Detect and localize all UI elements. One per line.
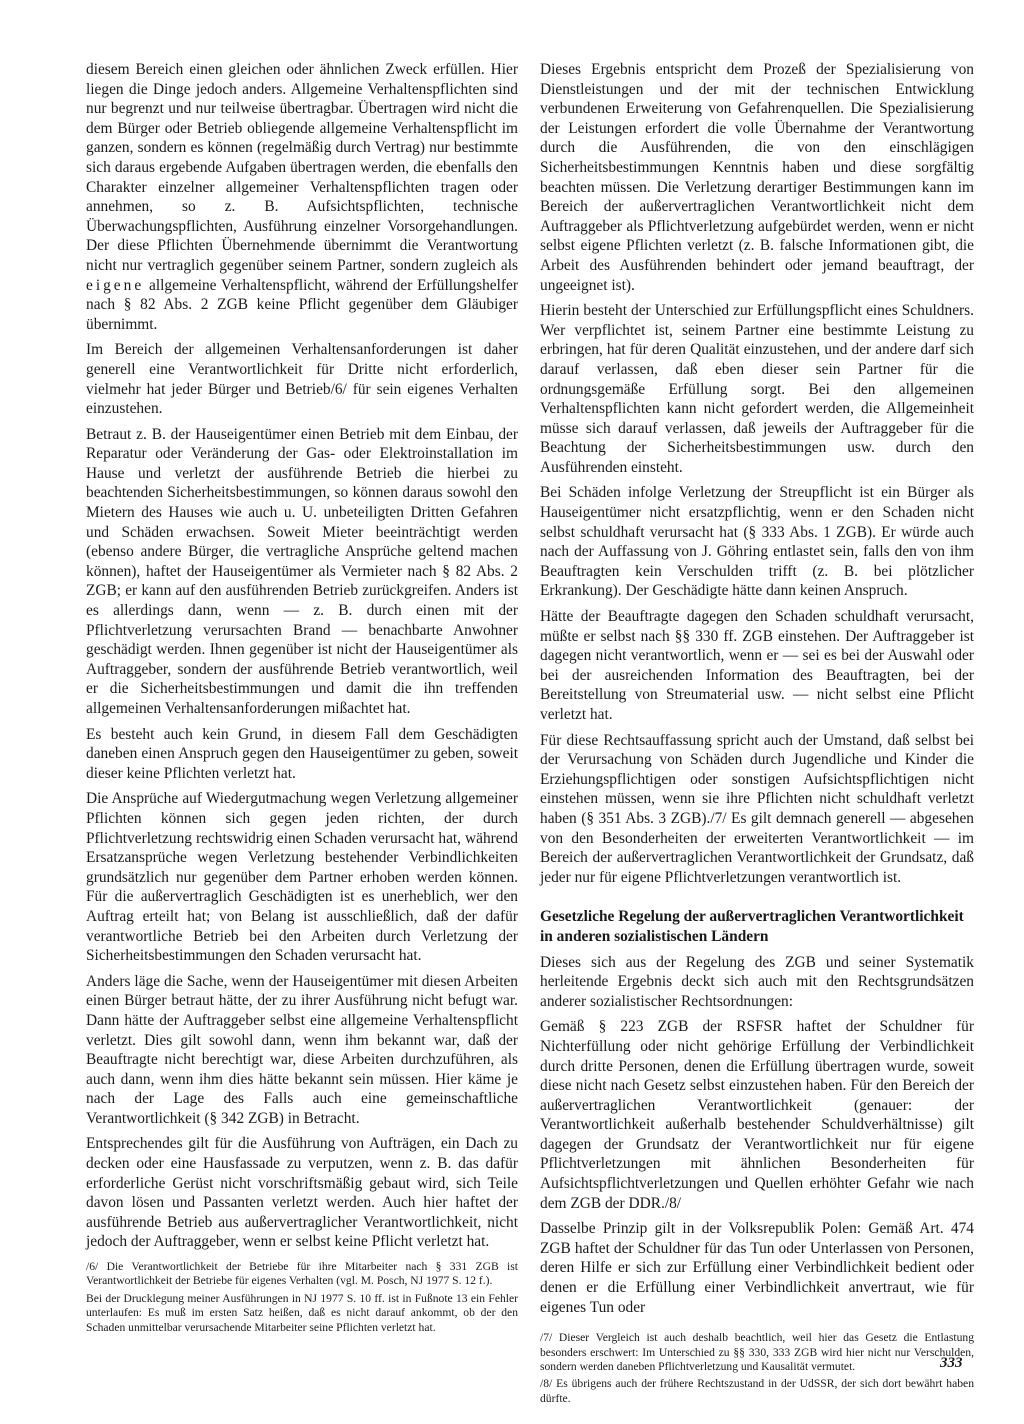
footnote: /7/ Dieser Vergleich ist auch deshalb beachtlich, weil hier das Gesetz die Entlastung besonders erschwert: Im Unterschied zu §§ 330, 333 ZGB wird hier nicht nur Verschulden, sondern werden daneben Pflichtverletzung und Kausalität vermutet. [540, 1331, 974, 1374]
footnote: /8/ Es übrigens auch der frühere Rechtszustand in der UdSSR, der sich dort bewährt haben dürfte. [540, 1377, 974, 1405]
paragraph: Dieses sich aus der Regelung des ZGB und seiner Systematik herleitende Ergebnis deckt sich auch mit den Rechtsgrundsätzen anderer sozialistischer Rechtsordnungen: [540, 953, 974, 1010]
paragraph: diesem Bereich einen gleichen oder ähnlichen Zweck erfüllen. Hier liegen die Dinge jedoch anders. Allgemeine Verhaltenspflichten sind nur begrenzt und nur teilweise übertragbar. Übertragen wird nicht die dem Bürger oder Betrieb obliegende allgemeine Verhaltenspflicht im ganzen, sondern es können (regelmäßig durch Vertrag) nur bestimmte sich daraus ergebende Aufgaben übertragen werden, die ebenfalls den Charakter einzelner allgemeiner Verhaltenspflichten tragen oder annehmen, so z. B. Aufsichtspflichten, technische Überwachungspflichten, Ausführung einzelner Vorsorgehandlungen. Der diese Pflichten Übernehmende übernimmt die Verantwortung nicht nur vertraglich gegenüber seinem Partner, sondern zugleich als eigene allgemeine Verhaltenspflicht, während der Erfüllungshelfer nach § 82 Abs. 2 ZGB keine Pflicht gegenüber dem Gläubiger übernimmt. [86, 61, 518, 333]
paragraph: Es besteht auch kein Grund, in diesem Fall dem Geschädigten daneben einen Anspruch gegen den Hauseigentümer zu geben, soweit dieser keine Pflichten verletzt hat. [86, 725, 518, 782]
paragraph: Betraut z. B. der Hauseigentümer einen Betrieb mit dem Einbau, der Reparatur oder Veränderung der Gas- oder Elektroinstallation im Hause und verletzt der ausführende Betrieb die hierbei zu beachtenden Sicherheitsbestimmungen, so können daraus sowohl den Mietern des Hauses wie auch u. U. unbeteiligten Dritten Gefahren und Schäden erwachsen. Soweit Mieter beeinträchtigt werden (ebenso andere Bürger, die vertragliche Ansprüche geltend machen können), haftet der Hauseigentümer als Vermieter nach § 82 Abs. 2 ZGB; er kann auf den ausführenden Betrieb zurückgreifen. Anders ist es allerdings dann, wenn — z. B. durch einen mit der Pflichtverletzung verursachten Brand — benachbarte Anwohner geschädigt werden. Ihnen gegenüber ist nicht der Hauseigentümer als Auftraggeber, sondern der ausführende Betrieb verantwortlich, weil er die Sicherheitsbestimmungen und damit die ihn treffenden allgemeinen Verhaltensanforderungen mißachtet hat. [86, 425, 518, 717]
paragraph: Gemäß § 223 ZGB der RSFSR haftet der Schuldner für Nichterfüllung oder nicht gehörige Erfüllung der Verbindlichkeit durch dritte Personen, denen die Erfüllung übertragen wurde, soweit diese nicht nach Gesetz selbst einzustehen haben. Für den Bereich der außervertraglichen Verantwortlichkeit (genauer: der Verantwortlichkeit außerhalb bestehender Schuldverhältnisse) gilt dagegen der Grundsatz der Verantwortlichkeit nur für eigene Pflichtverletzungen mit ähnlichen Besonderheiten für Aufsichtspflichtverletzungen und Quellen erhöhter Gefahr wie nach dem ZGB der DDR./8/ [540, 1018, 974, 1212]
footnotes-right [540, 1331, 974, 1406]
paragraph: Hätte der Beauftragte dagegen den Schaden schuldhaft verursacht, müßte er selbst nach §§ 330 ff. ZGB einstehen. Der Auftraggeber ist dagegen nicht verantwortlich, wenn er — sei es bei der Auswahl oder bei der ausreichenden Information des Beauftragten, bei der Bereitstellung von Streumaterial usw. — nicht selbst eine Pflicht verletzt hat. [540, 608, 974, 723]
paragraph: Für diese Rechtsauffassung spricht auch der Umstand, daß selbst bei der Verursachung von Schäden durch Jugendliche und Kinder die Erziehungspflichtigen oder sonstigen Aufsichtspflichtigen nicht einstehen müssen, wenn sie ihre Pflichten nicht schuldhaft verletzt haben (§ 351 Abs. 3 ZGB)./7/ Es gilt demnach generell — abgesehen von den Besonderheiten der erweiterten Verantwortlichkeit — im Bereich der außervertraglichen Verantwortlichkeit der Grundsatz, daß jeder nur für eigene Pflichtverletzungen verantwortlich ist. [540, 731, 974, 886]
paragraph: Entsprechendes gilt für die Ausführung von Aufträgen, ein Dach zu decken oder eine Hausfassade zu verputzen, wenn z. B. das dafür erforderliche Gerüst nicht vorschriftsmäßig gebaut wird, sich Teile davon lösen und Passanten verletzt werden. Auch hier haftet der ausführende Betrieb aus außervertraglicher Verantwortlichkeit, nicht jedoch der Auftraggeber, wenn er selbst keine Pflicht verletzt hat. [86, 1135, 518, 1251]
footnotes-left [86, 1260, 518, 1335]
paragraph: Dasselbe Prinzip gilt in der Volksrepublik Polen: Gemäß Art. 474 ZGB haftet der Schuldner für das Tun oder Unterlassen von Personen, deren Hilfe er sich zur Erfüllung einer Verbindlichkeit bedient oder denen er die Erfüllung einer Verbindlichkeit anvertraut, wie für eigenes Tun oder [540, 1220, 974, 1316]
section-heading: Gesetzliche Regelung der außervertraglichen Verantwortlichkeit in anderen sozialistischen Ländern [540, 908, 964, 945]
page-number: 333 [940, 1355, 963, 1371]
footnote: /6/ Die Verantwortlichkeit der Betriebe für ihre Mitarbeiter nach § 331 ZGB ist Verantwortlichkeit der Betriebe für eigenes Verhalten (vgl. M. Posch, NJ 1977 S. 12 f.). [86, 1260, 518, 1288]
paragraph: Die Ansprüche auf Wiedergutmachung wegen Verletzung allgemeiner Pflichten können sich gegen jeden richten, der durch Pflichtverletzung rechtswidrig einen Schaden verursacht hat, während Ersatzansprüche wegen Verletzung bestehender Verbindlichkeiten grundsätzlich nur gegenüber dem Partner erhoben werden können. Für die außervertraglich Geschädigten ist es unerheblich, wer den Auftrag erteilt hat; von Belang ist ausschließlich, daß der dafür verantwortliche Betrieb bei den Arbeiten durch Verletzung der Sicherheitsbestimmungen den Schaden verursacht hat. [86, 790, 518, 965]
paragraph: Im Bereich der allgemeinen Verhaltensanforderungen ist daher generell eine Verantwortlichkeit für Dritte nicht erforderlich, vielmehr hat jeder Bürger und Betrieb/6/ für sein eigenes Verhalten einzustehen. [86, 341, 518, 418]
emphasized-word: eigene [86, 276, 145, 294]
paragraph: Dieses Ergebnis entspricht dem Prozeß der Spezialisierung von Dienstleistungen und der mit der technischen Entwicklung verbundenen Erweiterung von Gefahrenquellen. Die Spezialisierung der Leistungen erfordert die volle Übernahme der Verantwortung durch die Ausführenden, die von den einschlägigen Sicherheitsbestimmungen Kenntnis haben und diese sorgfältig beachten müssen. Die Verletzung derartiger Bestimmungen kann im Bereich der außervertraglichen Verantwortlichkeit nicht dem Auftraggeber als Pflichtverletzung aufgebürdet werden, wenn er nicht selbst eigene Pflichten verletzt (z. B. falsche Informationen gibt, die Arbeit des Ausführenden behindert oder jemand beauftragt, der ungeeignet ist). [540, 61, 974, 294]
paragraph: Bei Schäden infolge Verletzung der Streupflicht ist ein Bürger als Hauseigentümer nicht ersatzpflichtig, wenn er den Schaden nicht selbst schuldhaft verursacht hat (§ 333 Abs. 1 ZGB). Er würde auch nach der Auffassung von J. Göhring entlastet sein, falls den von ihm Beauftragten kein Verschulden trifft (z. B. bei plötzlicher Erkrankung). Der Geschädigte hätte dann keinen Anspruch. [540, 484, 974, 600]
paragraph: Anders läge die Sache, wenn der Hauseigentümer mit diesen Arbeiten einen Bürger betraut hätte, der zu ihrer Ausführung nicht befugt war. Dann hätte der Auftraggeber selbst eine allgemeine Verhaltenspflicht verletzt. Dies gilt sowohl dann, wenn ihm bekannt war, daß der Beauftragte nicht berechtigt war, diese Arbeiten durchzuführen, als auch dann, wenn ihm dies hätte bekannt sein müssen. Hier käme je nach der Lage des Falls auch eine gemeinschaftliche Verantwortlichkeit (§ 342 ZGB) in Betracht. [86, 972, 518, 1127]
paragraph: Hierin besteht der Unterschied zur Erfüllungspflicht eines Schuldners. Wer verpflichtet ist, seinem Partner eine bestimmte Leistung zu erbringen, hat für deren Qualität einzustehen, und der andere darf sich darauf verlassen, daß eben dieser sein Partner für die ordnungsgemäße Erfüllung sorgt. Bei den allgemeinen Verhaltenspflichten kann nicht gefordert werden, die Allgemeinheit müsse sich darauf verlassen, daß jeweils der Auftraggeber für die Beachtung der Sicherheitsbestimmungen usw. durch den Ausführenden einsteht. [540, 302, 974, 476]
left-column [86, 60, 518, 1338]
footnote: Bei der Drucklegung meiner Ausführungen in NJ 1977 S. 10 ff. ist in Fußnote 13 ein Fehler unterlaufen: Es muß im ersten Satz heißen, daß es nicht darauf ankommt, ob der den Schaden unmittelbar verursachende Mitarbeiter seine Pflichten verletzt hat. [86, 1291, 518, 1334]
right-column [540, 60, 974, 1409]
